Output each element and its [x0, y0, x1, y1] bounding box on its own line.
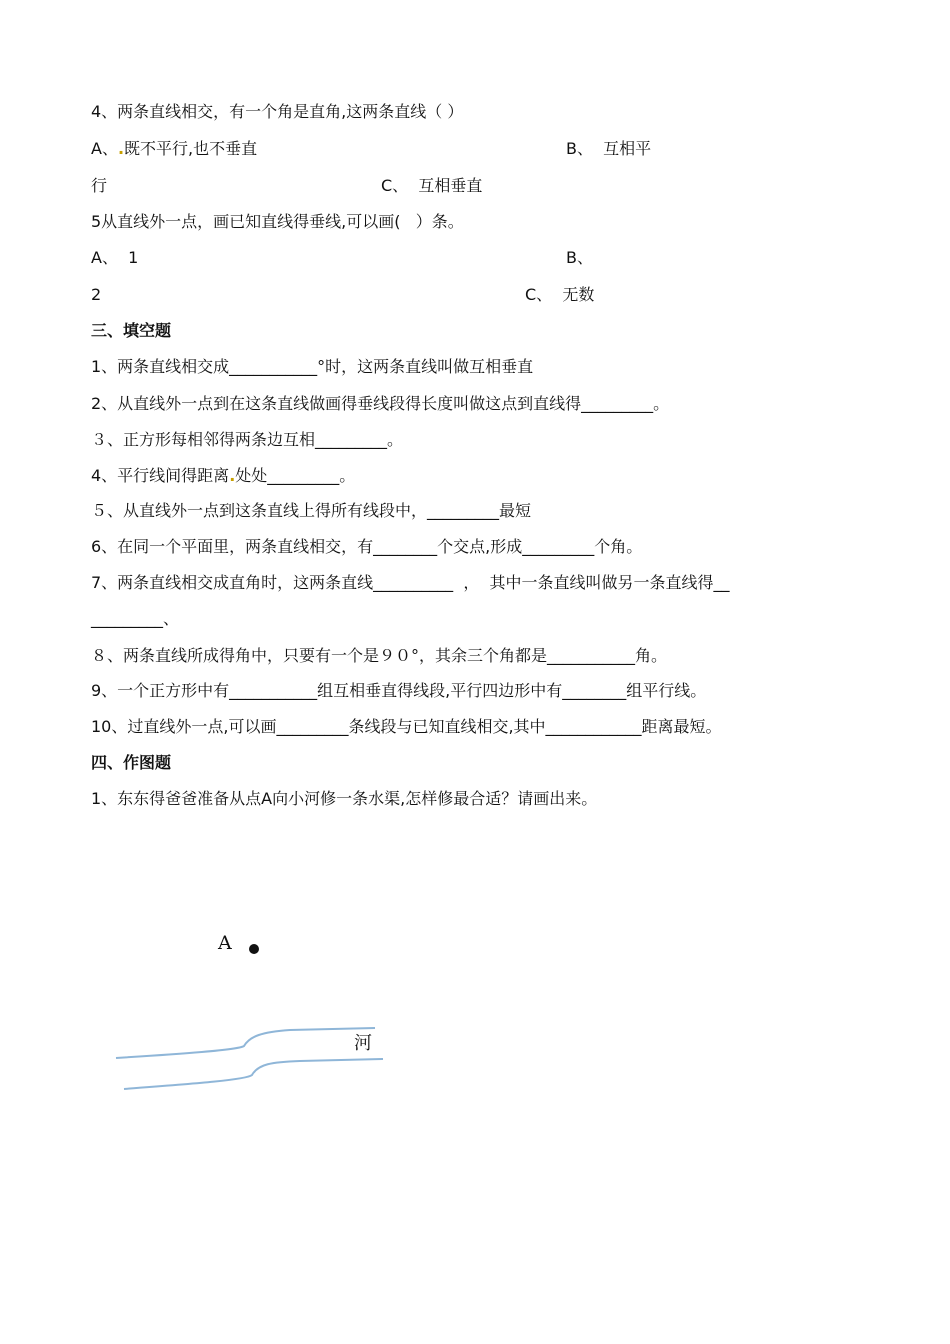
question-5-option-b-wrap: 2: [91, 285, 102, 304]
question-4-option-c: C、 互相垂直: [381, 176, 483, 195]
fill-item-3: ３、正方形每相邻得两条边互相_________。: [91, 430, 404, 449]
fill-item-8: ８、两条直线所成得角中，只要有一个是９０°，其余三个角都是___________角。: [91, 646, 668, 665]
question-5-option-b: B、: [566, 248, 593, 267]
point-a-label: A: [218, 932, 232, 954]
fill-item-1: 1、两条直线相交成___________°时，这两条直线叫做互相垂直: [91, 357, 534, 376]
river-label: 河: [354, 1033, 372, 1054]
stray-dot: .: [117, 139, 125, 158]
point-a-marker: [249, 944, 259, 954]
question-5-option-a: A、 1: [91, 248, 139, 267]
question-4-stem: 4、两条直线相交，有一个角是直角,这两条直线（ ）: [91, 102, 464, 121]
option-a-prefix: A、: [91, 139, 118, 158]
river-lower-bank: [124, 1059, 383, 1089]
drawing-question-1: 1、东东得爸爸准备从点A向小河修一条水渠,怎样修最合适？请画出来。: [91, 789, 598, 808]
section-4-title: 四、作图题: [91, 753, 172, 772]
river-upper-bank: [116, 1028, 375, 1058]
option-a-text: 既不平行,也不垂直: [124, 139, 258, 158]
fill-item-9: 9、一个正方形中有___________组互相垂直得线段,平行四边形中有________组平行线。: [91, 681, 707, 700]
fill-item-7-wrap: _________、: [91, 609, 180, 628]
fill-item-5: ５、从直线外一点到这条直线上得所有线段中，_________最短: [91, 501, 532, 520]
fill-item-4-tail: 处处_________。: [235, 466, 356, 485]
question-4-option-b: B、 互相平: [566, 139, 652, 158]
fill-item-6: 6、在同一个平面里，两条直线相交，有________个交点,形成_________个角。: [91, 537, 643, 556]
fill-item-4-head: 4、平行线间得距离: [91, 466, 230, 485]
fill-item-7: 7、两条直线相交成直角时，这两条直线__________ ， 其中一条直线叫做另一条直线得__: [91, 573, 730, 592]
question-5-stem: 5从直线外一点，画已知直线得垂线,可以画( ）条。: [91, 212, 464, 231]
question-4-option-b-wrap: 行: [91, 176, 108, 195]
fill-item-10: 10、过直线外一点,可以画_________条线段与已知直线相交,其中____________距离最短。: [91, 717, 722, 736]
question-5-option-c: C、 无数: [525, 285, 595, 304]
stray-dot: .: [229, 466, 236, 485]
fill-item-2: 2、从直线外一点到在这条直线做画得垂线段得长度叫做这点到直线得_________。: [91, 394, 670, 413]
section-3-title: 三、填空题: [91, 321, 172, 340]
